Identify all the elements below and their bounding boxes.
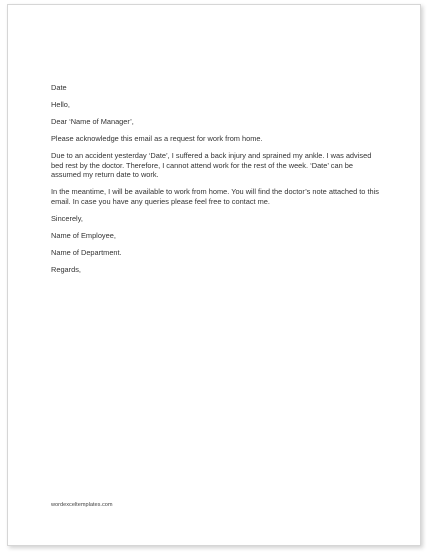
document-page [7,4,421,546]
letter-sign-off: Regards, [51,264,81,274]
letter-closing: Sincerely, [51,213,83,223]
letter-paragraph-request: Please acknowledge this email as a request for work from home. [51,133,263,143]
letter-salutation: Dear ‘Name of Manager’, [51,116,134,126]
letter-greeting: Hello, [51,99,70,109]
footer-site-name: wordexceltemplates.com [51,502,113,508]
letter-signature-name: Name of Employee, [51,230,116,240]
letter-date: Date [51,83,67,92]
letter-signature-department: Name of Department. [51,247,122,257]
letter-body [51,83,381,282]
letter-paragraph-availability: In the meantime, I will be available to work from home. You will find the doctor’s note attached to this email. In case you have any queries please feel free to contact me. [51,187,379,206]
letter-paragraph-reason: Due to an accident yesterday ‘Date’, I suffered a back injury and sprained my ankle. I was advised bed rest by the doctor. Therefore, I cannot attend work for the rest of the week. ‘Date’ can be assumed my return date to work. [51,150,372,180]
